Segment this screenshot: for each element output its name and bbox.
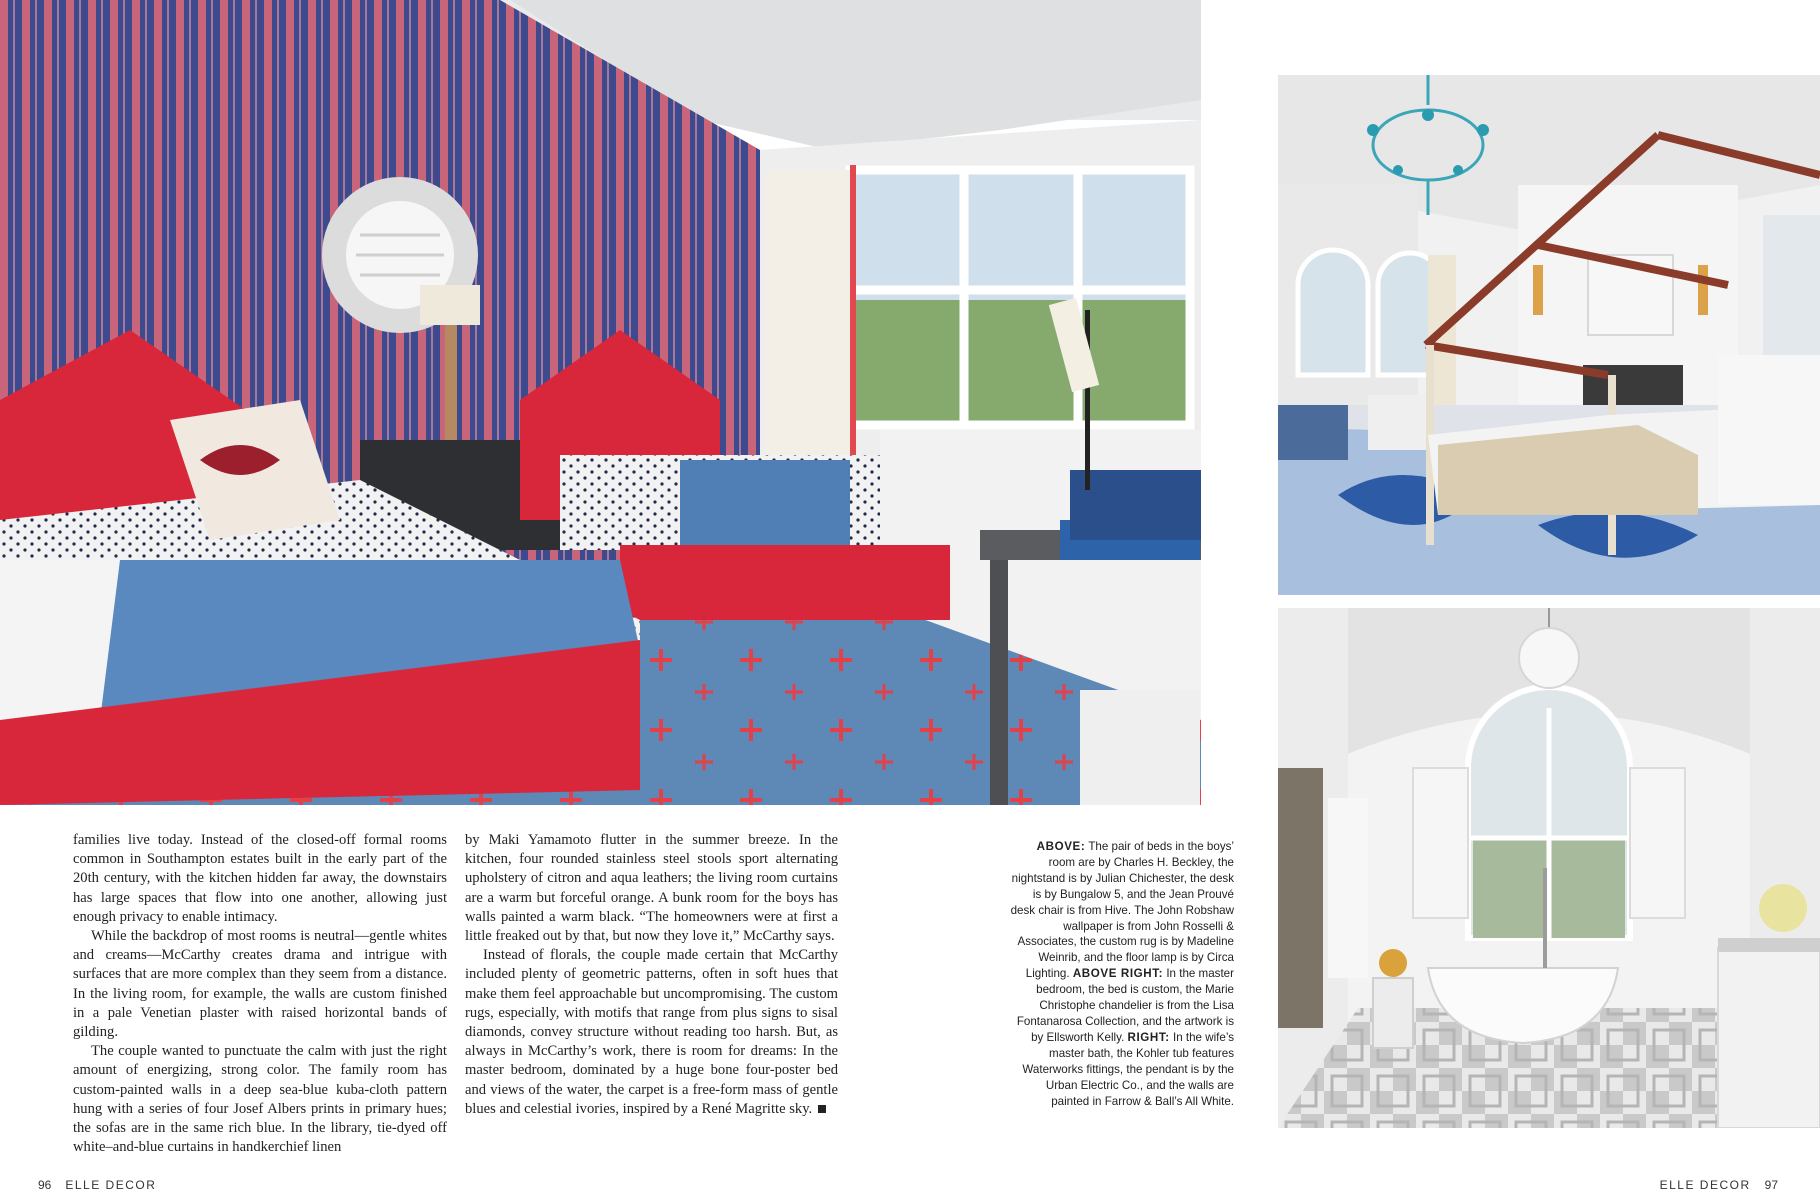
page-number: 96 <box>38 1178 52 1192</box>
article-column-2 <box>465 831 838 1119</box>
photo-master-bedroom <box>1278 75 1820 595</box>
magazine-title: ELLE DECOR <box>65 1178 157 1192</box>
photo-boys-bedroom <box>0 0 1201 805</box>
folio-left <box>38 1178 156 1192</box>
end-of-article-mark <box>818 1105 826 1113</box>
caption-label-right: RIGHT: <box>1127 1030 1170 1044</box>
photo-caption <box>1010 839 1234 1109</box>
caption-label-above: ABOVE: <box>1036 840 1086 853</box>
paragraph: by Maki Yamamoto flutter in the summer breeze. In the kitchen, four rounded stainless steel stools sport alternating upholstery of citron and aqua leathers; the living room curtains are a warm but forceful orange. A bunk room for the boys has walls painted a warm black. “The homeowners were at first a little freaked out by that, but now they love it,” McCarthy says. <box>465 832 838 945</box>
paragraph: families live today. Instead of the closed-off formal rooms common in Southampton estates built in the early part of the 20th century, with the kitchen hidden far away, the downstairs has large spaces that flow into one another, allowing just enough privacy to enable intimacy. <box>73 832 447 925</box>
paragraph-text: Instead of florals, the couple made certain that McCarthy included plenty of geometric patterns, often in soft hues that make them feel approachable but uncompromising. The custom rugs, especially, with motifs that range from plus signs to sisal diamonds, convey structure without reading too harsh. But, as always in McCarthy’s work, there is room for dreams: In the master bedroom, dominated by a huge bone four-poster bed and views of the water, the carpet is a free-form mass of gentle blues and celestial ivories, inspired by a René Magritte sky. <box>465 947 838 1117</box>
folio-right <box>1660 1178 1778 1192</box>
magazine-title: ELLE DECOR <box>1659 1178 1751 1192</box>
caption-text-above: The pair of beds in the boys’ room are by Charles H. Beckley, the nightstand is by Julian Chichester, the desk is by Bungalow 5, and the Jean Prouvé desk chair is from Hive. The John Robshaw wallpaper is from John Rosselli & Associates, the custom rug is by Madeline Weinrib, and the floor lamp is by Circa Lighting. <box>1010 840 1234 981</box>
paragraph: The couple wanted to punctuate the calm with just the right amount of energizing, strong color. The family room has custom-painted walls in a deep sea-blue kuba-cloth pattern hung with a series of four Josef Albers prints in primary hues; the sofas are in the same rich blue. In the library, tie-dyed off white–and-blue curtains in handkerchief linen <box>73 1043 447 1156</box>
paragraph <box>465 946 838 1119</box>
paragraph: While the backdrop of most rooms is neutral—gentle whites and creams—McCarthy creates drama and intrigue with surfaces that are more complex than they seem from a distance. In the living room, for example, the walls are custom finished in a pale Venetian plaster with raised horizontal bands of gilding. <box>73 928 447 1041</box>
caption-text-right: In the wife’s master bath, the Kohler tub features Waterworks fittings, the pendant is by the Urban Electric Co., and the walls are painted in Farrow & Ball’s All White. <box>1022 1030 1234 1108</box>
caption-label-above-right: ABOVE RIGHT: <box>1072 967 1164 981</box>
photo-master-bath <box>1278 608 1820 1128</box>
page-number: 97 <box>1764 1178 1778 1192</box>
article-column-1 <box>73 831 447 1157</box>
caption-text-above-right: In the master bedroom, the bed is custom, the Marie Christophe chandelier is from the Lisa Fontanarosa Collection, and the artwork is by Ellsworth Kelly. <box>1016 967 1234 1044</box>
